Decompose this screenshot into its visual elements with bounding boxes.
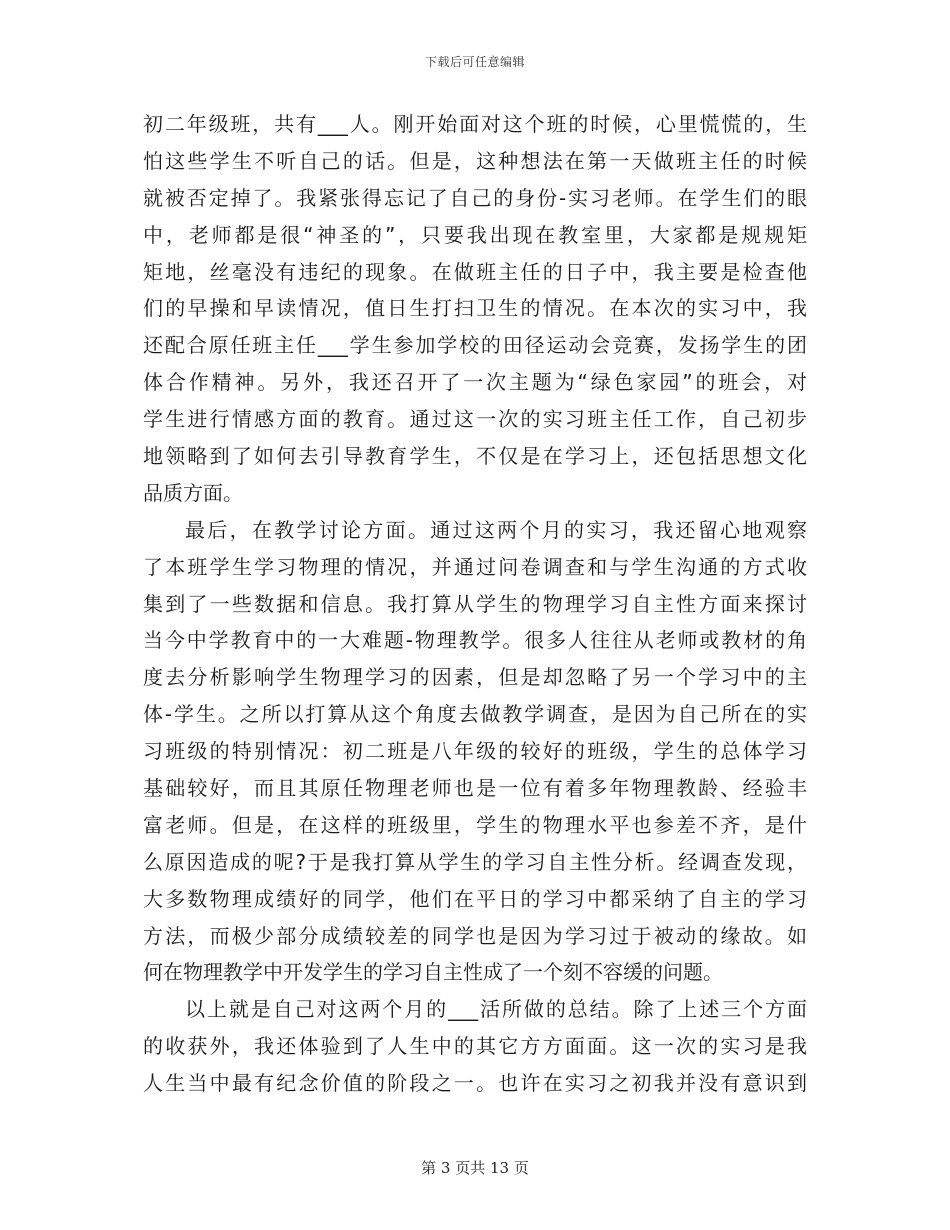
text-line: 最后，在教学讨论方面。通过这两个月的实习，我还留心地观察 [185, 517, 807, 542]
text-line: 何在物理教学中开发学生的学习自主性成了一个刻不容缓的问题。 [143, 960, 723, 985]
text-line: 富老师。但是，在这样的班级里，学生的物理水平也参差不齐，是什 [143, 812, 807, 837]
text-line: 地领略到了如何去引导教育学生，不仅是在学习上，还包括思想文化 [143, 444, 807, 469]
text-line: 还配合原任班主任___学生参加学校的田径运动会竞赛，发扬学生的团 [143, 333, 807, 358]
text-line: 的收获外，我还体验到了人生中的其它方方面面。这一次的实习是我 [143, 1034, 807, 1059]
page-footer: 第 3 页共 13 页 [421, 1159, 529, 1177]
text-line: 学生进行情感方面的教育。通过这一次的实习班主任工作，自己初步 [143, 407, 807, 432]
text-line: 基础较好，而且其原任物理老师也是一位有着多年物理教龄、经验丰 [143, 776, 807, 801]
text-line: 中，老师都是很“神圣的”，只要我出现在教室里，大家都是规规矩 [143, 222, 807, 247]
text-line: 习班级的特别情况：初二班是八年级的较好的班级，学生的总体学习 [143, 739, 807, 764]
text-line: 体合作精神。另外，我还召开了一次主题为“绿色家园”的班会，对 [143, 370, 807, 395]
text-line: 初二年级班，共有___人。刚开始面对这个班的时候，心里慌慌的，生 [143, 112, 807, 136]
text-line: 度去分析影响学生物理学习的因素，但是却忽略了另一个学习中的主 [143, 665, 807, 690]
page-header: 下载后可任意编辑 [424, 55, 525, 69]
text-line: 体-学生。之所以打算从这个角度去做教学调查，是因为自己所在的实 [143, 702, 807, 727]
text-line: 就被否定掉了。我紧张得忘记了自己的身份-实习老师。在学生们的眼 [143, 185, 807, 210]
text-line: 矩地，丝毫没有违纪的现象。在做班主任的日子中，我主要是检查他 [143, 259, 807, 284]
text-line: 集到了一些数据和信息。我打算从学生的物理学习自主性方面来探讨 [143, 591, 807, 616]
text-line: 了本班学生学习物理的情况，并通过问卷调查和与学生沟通的方式收 [143, 554, 807, 579]
text-line: 么原因造成的呢?于是我打算从学生的学习自主性分析。经调查发现， [143, 849, 807, 874]
text-line: 当今中学教育中的一大难题-物理教学。很多人往往从老师或教材的角 [143, 628, 807, 653]
document-body [143, 106, 807, 1102]
text-line: 方法，而极少部分成绩较差的同学也是因为学习过于被动的缘故。如 [143, 923, 807, 948]
text-line: 以上就是自己对这两个月的___活所做的总结。除了上述三个方面 [185, 997, 807, 1022]
text-line: 品质方面。 [143, 480, 243, 505]
text-line: 人生当中最有纪念价值的阶段之一。也许在实习之初我并没有意识到 [143, 1071, 807, 1096]
text-line: 们的早操和早读情况，值日生打扫卫生的情况。在本次的实习中，我 [143, 296, 807, 321]
text-line: 怕这些学生不听自己的话。但是，这种想法在第一天做班主任的时候 [143, 148, 807, 173]
text-line: 大多数物理成绩好的同学，他们在平日的学习中都采纳了自主的学习 [143, 886, 807, 911]
